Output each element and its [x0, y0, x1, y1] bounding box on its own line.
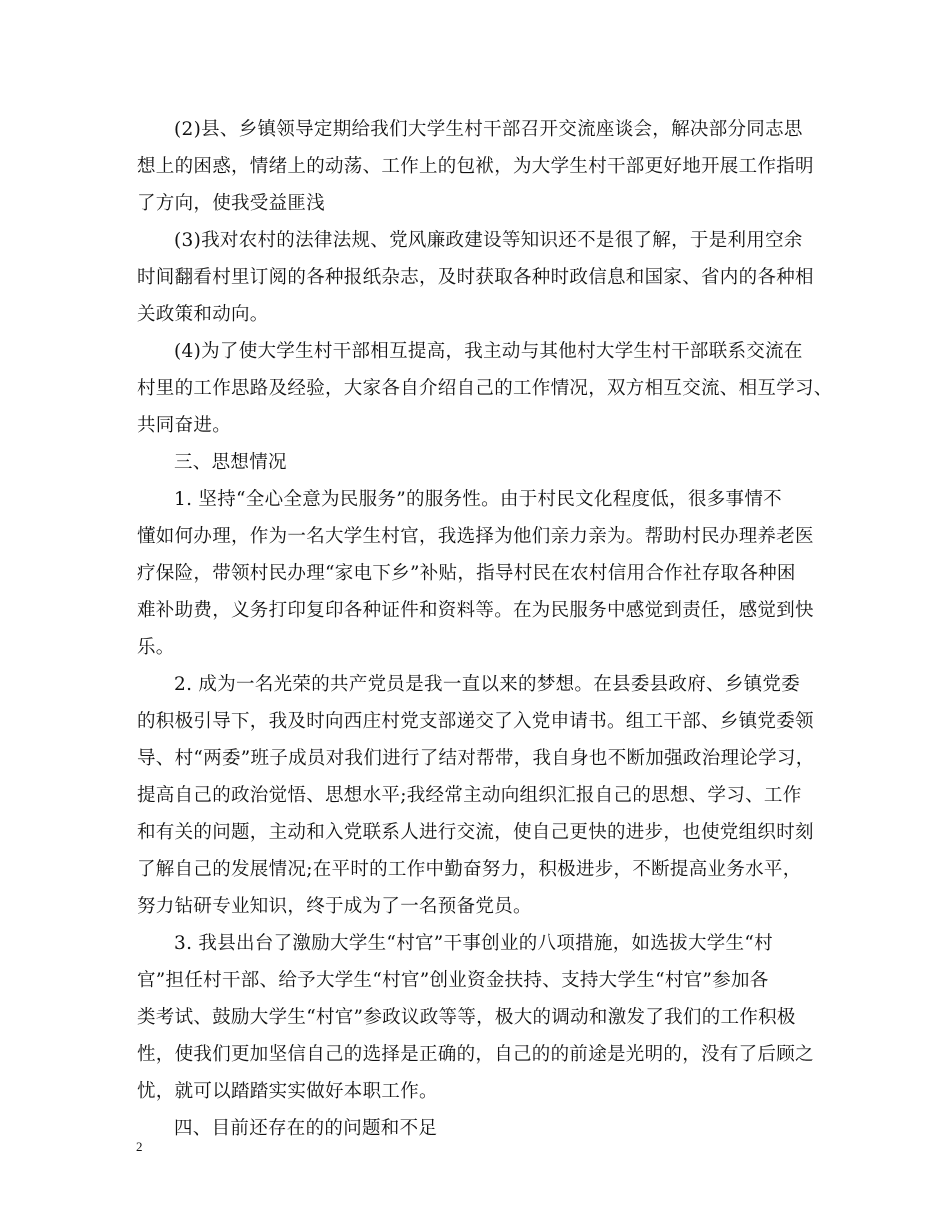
section-heading: 三、思想情况	[174, 452, 287, 473]
text-line: 忧，就可以踏踏实实做好本职工作。	[137, 1081, 438, 1102]
text-line: 类考试、鼓励大学生“村官”参政议政等等，极大的调动和激发了我们的工作积极	[137, 1007, 796, 1028]
text-line: (2)县、乡镇领导定期给我们大学生村干部召开交流座谈会，解决部分同志思	[174, 119, 803, 140]
text-line: 的积极引导下，我及时向西庄村党支部递交了入党申请书。组工干部、乡镇党委领	[137, 711, 814, 732]
text-line: 关政策和动向。	[137, 304, 269, 325]
text-line: 努力钻研专业知识，终于成为了一名预备党员。	[137, 896, 532, 917]
text-line: 提高自己的政治觉悟、思想水平;我经常主动向组织汇报自己的思想、学习、工作	[137, 785, 802, 806]
text-line: 了方向，使我受益匪浅	[137, 193, 326, 214]
text-line: 时间翻看村里订阅的各种报纸杂志，及时获取各种时政信息和国家、省内的各种相	[137, 267, 814, 288]
text-line: 2. 成为一名光荣的共产党员是我一直以来的梦想。在县委县政府、乡镇党委	[174, 674, 801, 695]
text-line: 导、村“两委”班子成员对我们进行了结对帮带，我自身也不断加强政治理论学习，	[137, 748, 815, 769]
text-line: (3)我对农村的法律法规、党风廉政建设等知识还不是很了解，于是利用空余	[174, 230, 803, 251]
text-line: 难补助费，义务打印复印各种证件和资料等。在为民服务中感觉到责任，感觉到快	[137, 600, 814, 621]
text-line: 共同奋进。	[137, 415, 232, 436]
text-line: 1. 坚持“全心全意为民服务”的服务性。由于村民文化程度低，很多事情不	[174, 489, 782, 510]
text-line: (4)为了使大学生村干部相互提高，我主动与其他村大学生村干部联系交流在	[174, 341, 803, 362]
text-line: 村里的工作思路及经验，大家各自介绍自己的工作情况，双方相互交流、相互学习、	[137, 378, 833, 399]
text-line: 3. 我县出台了激励大学生“村官”干事创业的八项措施，如选拔大学生“村	[174, 933, 773, 954]
text-line: 懂如何办理，作为一名大学生村官，我选择为他们亲力亲为。帮助村民办理养老医	[137, 526, 814, 547]
page-number: 2	[136, 1139, 143, 1154]
section-heading: 四、目前还存在的的问题和不足	[174, 1118, 438, 1139]
text-line: 官”担任村干部、给予大学生“村官”创业资金扶持、支持大学生“村官”参加各	[137, 970, 769, 991]
text-line: 想上的困惑，情绪上的动荡、工作上的包袱，为大学生村干部更好地开展工作指明	[137, 156, 814, 177]
text-line: 乐。	[137, 637, 175, 658]
text-line: 性，使我们更加坚信自己的选择是正确的，自己的的前途是光明的，没有了后顾之	[137, 1044, 814, 1065]
text-line: 和有关的问题，主动和入党联系人进行交流，使自己更快的进步，也使党组织时刻	[137, 822, 814, 843]
text-line: 了解自己的发展情况;在平时的工作中勤奋努力，积极进步，不断提高业务水平，	[137, 859, 802, 880]
text-line: 疗保险，带领村民办理“家电下乡”补贴，指导村民在农村信用合作社存取各种困	[137, 563, 796, 584]
